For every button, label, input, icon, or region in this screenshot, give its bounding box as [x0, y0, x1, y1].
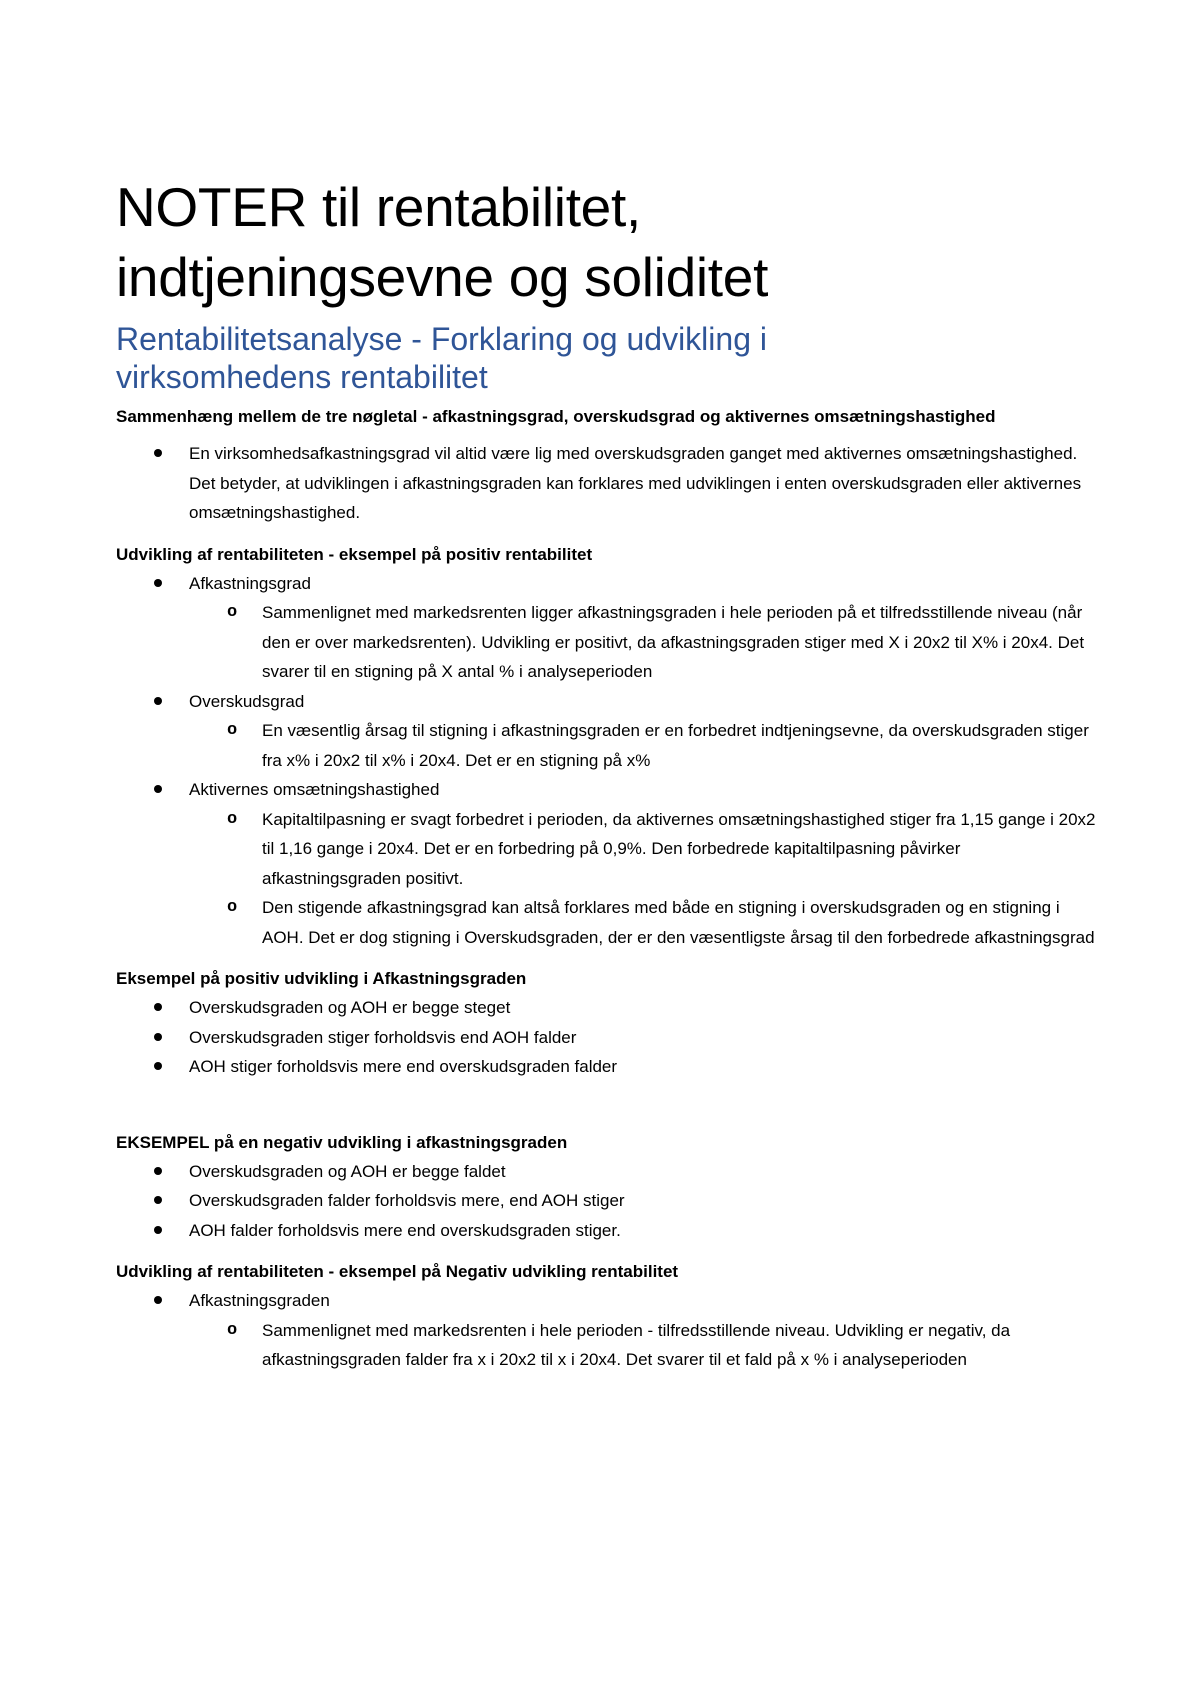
negative-development-list [116, 1286, 1096, 1375]
list-item-label: Afkastningsgrad [189, 573, 311, 593]
title-line-2: indtjeningsevne og soliditet [116, 246, 769, 308]
sub-list-item: o Kapitaltilpasning er svagt forbedret i perioden, da aktivernes omsætningshastighed stiger fra 1,15 gange i 20x2 til 1,16 gange i 20x4. Det er en forbedring på 0,9%. Den forbedrede kapitaltilpasning påvirker afkastningsgraden positivt. [189, 805, 1096, 894]
sub-list-item: o En væsentlig årsag til stigning i afkastningsgraden er en forbedret indtjeningsevne, da overskudsgraden stiger fra x% i 20x2 til x% i 20x4. Det er en stigning på x% [189, 716, 1096, 775]
subheading-positive-development: Udvikling af rentabiliteten - eksempel på positiv rentabilitet [116, 544, 593, 564]
list-item: Overskudsgraden og AOH er begge steget [116, 993, 1096, 1023]
heading-line-2: virksomhedens rentabilitet [116, 359, 488, 395]
list-item: Overskudsgraden og AOH er begge faldet [116, 1157, 1096, 1187]
document-title [116, 172, 1096, 312]
heading-line-1: Rentabilitetsanalyse - Forklaring og udvikling i [116, 321, 767, 357]
relationship-list [116, 439, 1096, 528]
title-line-1: NOTER til rentabilitet, [116, 176, 641, 238]
list-item: AOH stiger forholdsvis mere end overskudsgraden falder [116, 1052, 1096, 1082]
list-item [116, 1286, 1096, 1375]
section-heading [116, 320, 1096, 396]
list-item-label: Afkastningsgraden [189, 1291, 330, 1310]
negative-example-list [116, 1157, 1096, 1246]
subheading-negative-development: Udvikling af rentabiliteten - eksempel på Negativ udvikling rentabilitet [116, 1262, 679, 1281]
list-item [116, 687, 1096, 776]
sub-list [189, 805, 1096, 953]
sub-list [189, 1316, 1096, 1375]
list-item: AOH falder forholdsvis mere end overskudsgraden stiger. [116, 1216, 1096, 1246]
list-item [116, 569, 1096, 687]
sub-list-item: o Den stigende afkastningsgrad kan altså forklares med både en stigning i overskudsgraden og en stigning i AOH. Det er dog stigning i Overskudsgraden, der er den væsentligste årsag til den forbedrede afkastningsgrad [189, 893, 1096, 952]
subheading-relationship: Sammenhæng mellem de tre nøgletal - afkastningsgrad, overskudsgrad og aktivernes omsætningshastighed [116, 407, 996, 426]
list-item [116, 775, 1096, 952]
document-content [116, 172, 1096, 1375]
list-item: Overskudsgraden falder forholdsvis mere, end AOH stiger [116, 1186, 1096, 1216]
positive-development-list [116, 569, 1096, 953]
sub-list [189, 716, 1096, 775]
subheading-positive-example: Eksempel på positiv udvikling i Afkastningsgraden [116, 969, 527, 988]
list-item: En virksomhedsafkastningsgrad vil altid være lig med overskudsgraden ganget med aktivernes omsætningshastighed. Det betyder, at udviklingen i afkastningsgraden kan forklares med udviklingen i enten overskudsgraden eller aktivernes omsætningshastighed. [116, 439, 1096, 528]
list-item-label: Aktivernes omsætningshastighed [189, 780, 440, 799]
sub-list [189, 598, 1096, 687]
sub-list-item: o Sammenlignet med markedsrenten i hele perioden - tilfredsstillende niveau. Udvikling er negativ, da afkastningsgraden falder fra x i 20x2 til x i 20x4. Det svarer til et fald på x % i analyseperioden [189, 1316, 1096, 1375]
positive-example-list [116, 993, 1096, 1082]
subheading-negative-example: EKSEMPEL på en negativ udvikling i afkastningsgraden [116, 1132, 568, 1152]
list-item: Overskudsgraden stiger forholdsvis end AOH falder [116, 1023, 1096, 1053]
list-item-label: Overskudsgrad [189, 691, 305, 711]
sub-list-item: o Sammenlignet med markedsrenten ligger afkastningsgraden i hele perioden på et tilfredsstillende niveau (når den er over markedsrenten). Udvikling er positivt, da afkastningsgraden stiger med X i 20x2 til X% i 20x4. Det svarer til en stigning på X antal % i analyseperioden [189, 598, 1096, 687]
